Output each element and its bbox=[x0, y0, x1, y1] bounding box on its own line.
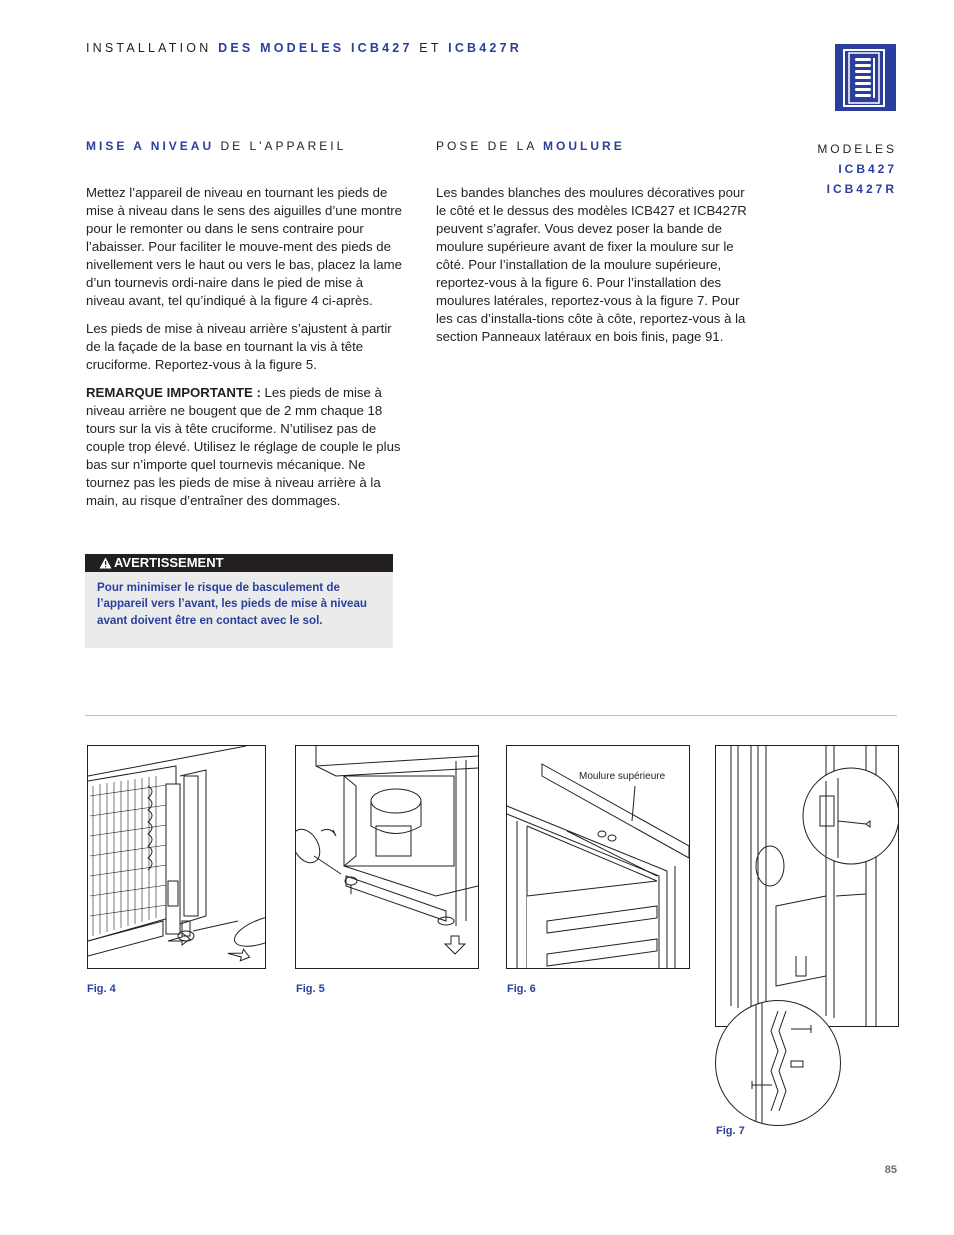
figure-5-caption: Fig. 5 bbox=[296, 983, 325, 995]
header-prefix: INSTALLATION bbox=[86, 41, 212, 55]
section-title-bold: MISE A NIVEAU bbox=[86, 139, 215, 153]
figure-6-label: Moulure supérieure bbox=[579, 771, 666, 782]
section-title-rest: DE L'APPAREIL bbox=[220, 139, 347, 153]
warning-header bbox=[85, 554, 393, 572]
section-title-bold: MOULURE bbox=[543, 139, 625, 153]
models-label: MODELES bbox=[817, 142, 897, 156]
figure-5-illustration bbox=[295, 745, 479, 969]
page-number: 85 bbox=[884, 1164, 897, 1176]
important-note bbox=[86, 384, 404, 510]
paragraph: Les bandes blanches des moulures décoratives pour le côté et le dessus des modèles ICB427 et ICB427R peuvent s’agrafer. Vous devez poser la bande de moulure supérieure avant de fixer la moulure sur le côté. Pour l’installation de la moulure supérieure, reportez-vous à la figure 6. Pour l’installation des moulures latérales, reportez-vous à la figure 7. Pour les cas d’installa-tions côte à côte, reportez-vous à la section Panneaux latéraux en bois finis, page 91. bbox=[436, 185, 747, 344]
leveling-text bbox=[86, 184, 404, 520]
model-icb427: ICB427 bbox=[838, 162, 897, 176]
models-list bbox=[817, 139, 897, 199]
paragraph: Les pieds de mise à niveau arrière s’ajustent à partir de la façade de la base en tournant la vis à tête cruciforme. Reportez-vous à la figure 5. bbox=[86, 321, 392, 372]
warning-title: AVERTISSEMENT bbox=[114, 555, 224, 570]
figure-6-illustration bbox=[506, 745, 690, 969]
figure-7-caption: Fig. 7 bbox=[716, 1125, 745, 1137]
note-text: Les pieds de mise à niveau arrière ne bougent que de 2 mm chaque 18 tours sur la vis à tête cruciforme. N’utilisez pas de couple trop élevé. Utilisez le réglage de couple le plus bas sur n’importe quel tournevis mécanique. Ne tournez pas les pieds de mise à niveau arrière à la main, au risque d’entraîner des dommages. bbox=[86, 385, 401, 508]
header-conjunction: ET bbox=[419, 41, 442, 55]
section-title-leveling bbox=[86, 139, 346, 153]
warning-triangle-icon bbox=[99, 557, 112, 569]
refrigerator-door-icon bbox=[835, 44, 896, 111]
trim-text bbox=[436, 184, 758, 356]
model-icb427r: ICB427R bbox=[826, 182, 897, 196]
figure-4-caption: Fig. 4 bbox=[87, 983, 116, 995]
page-header bbox=[86, 41, 522, 55]
figure-7-illustration bbox=[715, 745, 899, 1027]
header-model2: ICB427R bbox=[448, 41, 522, 55]
section-title-trim bbox=[436, 139, 625, 153]
figure-4-illustration bbox=[87, 745, 266, 969]
section-title-rest: POSE DE LA bbox=[436, 139, 537, 153]
note-label: REMARQUE IMPORTANTE : bbox=[86, 385, 261, 400]
header-models: DES MODELES ICB427 bbox=[218, 41, 413, 55]
divider bbox=[85, 715, 897, 716]
paragraph: Mettez l’appareil de niveau en tournant les pieds de mise à niveau dans le sens des aiguilles d’une montre pour le remonter ou dans le sens contraire pour l’abaisser. Pour faciliter le mouve-ment des pieds de nivellement vers le haut ou vers le bas, placez la lame d’un tournevis ordi-naire dans le pied de mise à niveau avant, tel qu’indiqué à la figure 4 ci-après. bbox=[86, 185, 402, 308]
warning-text: Pour minimiser le risque de basculement de l’appareil vers l’avant, les pieds de mise à niveau avant doivent être en contact avec le sol. bbox=[97, 581, 368, 627]
figure-7-detail-circle bbox=[715, 1000, 841, 1126]
figure-6-caption: Fig. 6 bbox=[507, 983, 536, 995]
warning-box bbox=[85, 554, 393, 648]
